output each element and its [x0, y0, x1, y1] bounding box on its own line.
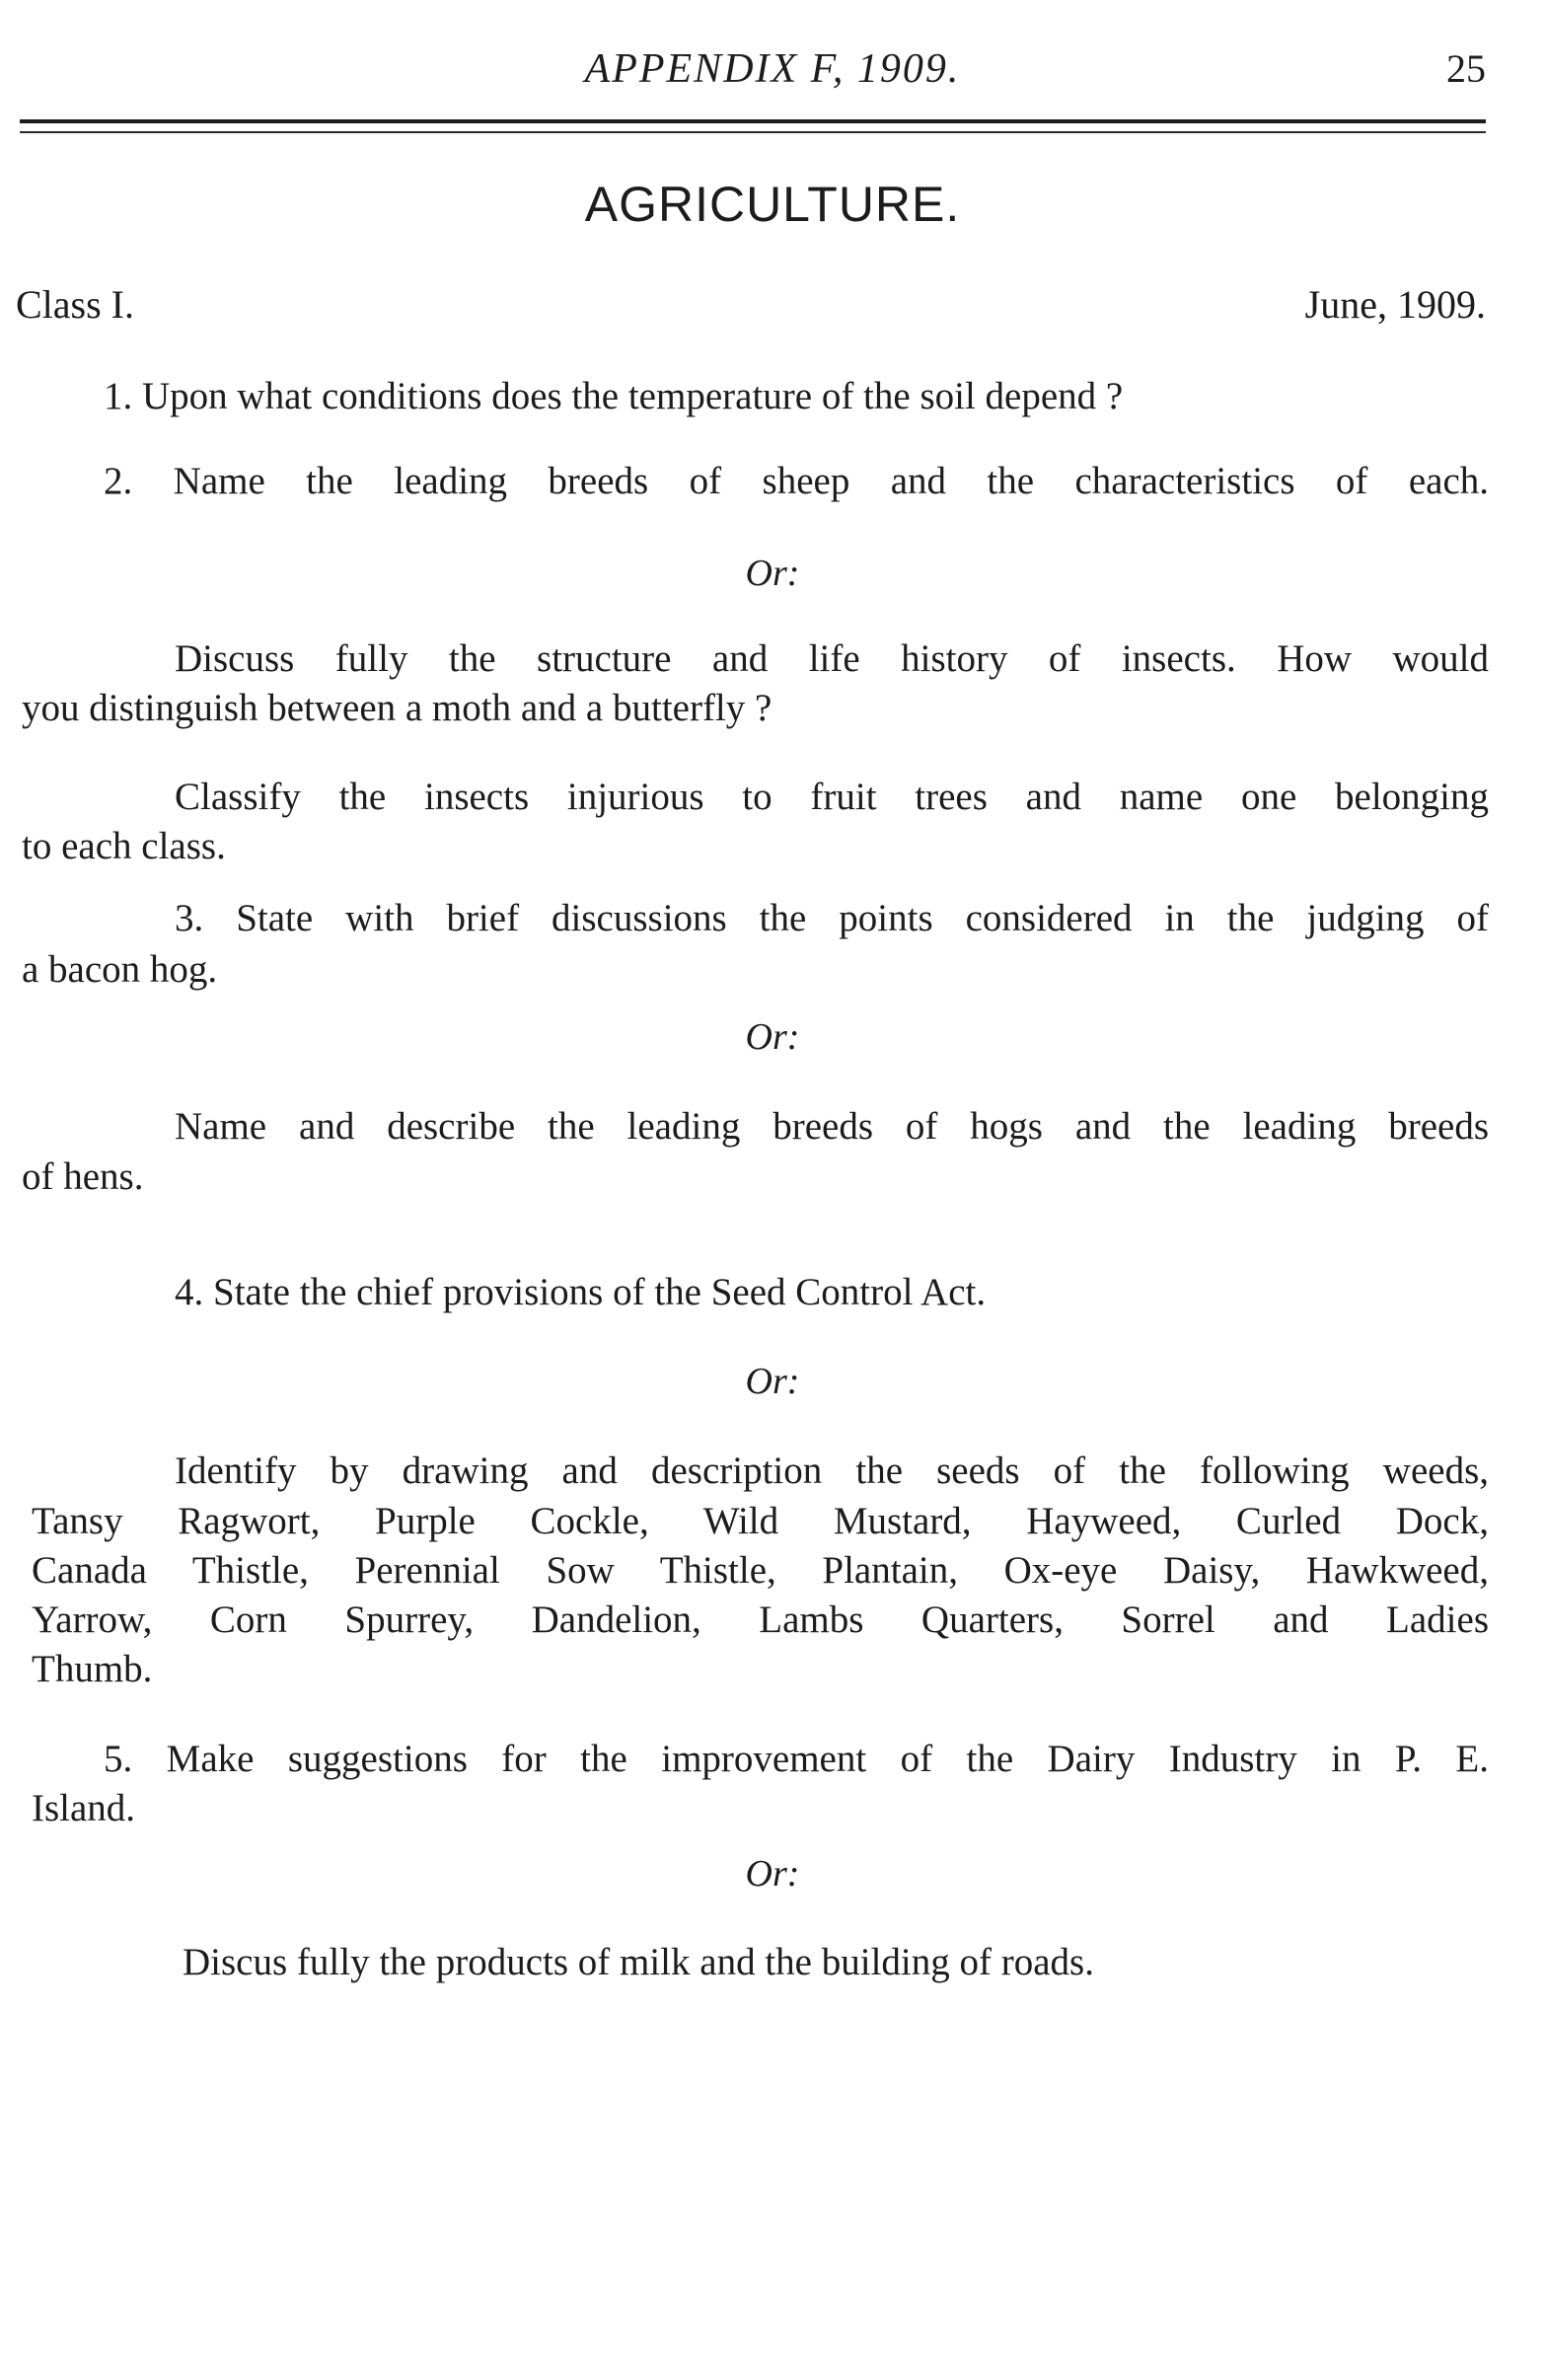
question-3-line-1: 3. State with brief discussions the points considered in the judging of	[175, 897, 1489, 939]
header-rule-thick	[20, 119, 1486, 123]
class-label: Class I.	[16, 282, 134, 327]
page-number: 25	[1446, 46, 1486, 91]
question-1: 1. Upon what conditions does the temperature of the soil depend ?	[104, 375, 1124, 417]
question-2-alt-2-line-1: Classify the insects injurious to fruit trees and name one belonging	[175, 776, 1489, 818]
question-4-alt-1-line-3: Canada Thistle, Perennial Sow Thistle, Plantain, Ox-eye Daisy, Hawkweed,	[32, 1549, 1489, 1592]
question-3-alt-1-line-1: Name and describe the leading breeds of hogs and the leading breeds	[175, 1105, 1489, 1148]
question-3-line-2: a bacon hog.	[22, 948, 218, 991]
question-4-alt-1-line-4: Yarrow, Corn Spurrey, Dandelion, Lambs Quarters, Sorrel and Ladies	[32, 1599, 1489, 1641]
question-2-alt-2-line-2: to each class.	[22, 825, 226, 867]
question-4: 4. State the chief provisions of the Seed Control Act.	[175, 1271, 987, 1313]
question-2-alt-1-line-1: Discuss fully the structure and life history of insects. How would	[175, 637, 1489, 680]
question-3-alt-1-line-2: of hens.	[22, 1155, 144, 1198]
question-2: 2. Name the leading breeds of sheep and the characteristics of each.	[104, 460, 1489, 502]
or-separator: Or:	[745, 1016, 800, 1058]
page-title: AGRICULTURE.	[584, 177, 961, 232]
question-4-alt-1-line-1: Identify by drawing and description the seeds of the following weeds,	[175, 1450, 1489, 1492]
or-separator: Or:	[745, 1853, 800, 1895]
question-5-alt-1: Discus fully the products of milk and the building of roads.	[183, 1941, 1094, 1983]
question-5-line-1: 5. Make suggestions for the improvement of the Dairy Industry in P. E.	[104, 1738, 1489, 1780]
header-rule-thin	[20, 131, 1486, 133]
exam-date: June, 1909.	[1304, 282, 1486, 327]
running-title: APPENDIX F, 1909.	[584, 46, 961, 92]
question-5-line-2: Island.	[32, 1787, 136, 1829]
or-separator: Or:	[745, 553, 800, 594]
question-4-alt-1-line-2: Tansy Ragwort, Purple Cockle, Wild Mustard, Hayweed, Curled Dock,	[32, 1500, 1489, 1542]
or-separator: Or:	[745, 1361, 800, 1402]
question-2-alt-1-line-2: you distinguish between a moth and a butterfly ?	[22, 687, 772, 729]
question-4-alt-1-line-5: Thumb.	[32, 1648, 153, 1690]
